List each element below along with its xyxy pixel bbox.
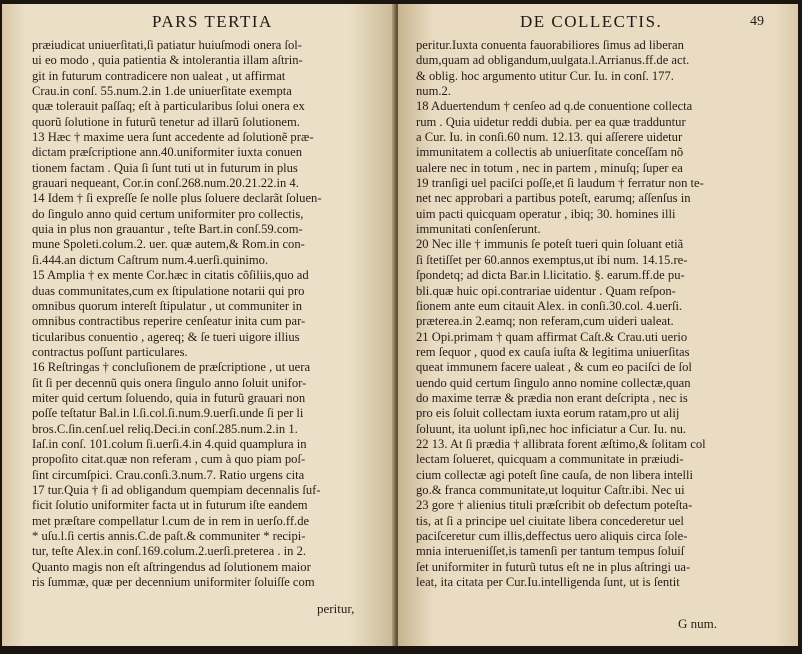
text-line: ſit ſi per decennũ quis onera ſingulo anno ſoluit unifor-	[32, 375, 307, 390]
page-number: 49	[750, 14, 764, 29]
text-line: duas communitates,cum ex ſtipulatione notarii qui pro	[32, 283, 305, 298]
text-line: 13 Hæc † maxime uera ſunt accedente ad ſolutionẽ præ-	[32, 130, 314, 145]
text-line: dictam præſcriptione ann.40.uniformiter iuxta conuen	[32, 145, 302, 160]
text-line: go.& franca communitate,ut loquitur Caſtr.ibi. Nec ui	[416, 482, 685, 497]
text-line: 20 Nec ille † immunis ſe poteſt tueri quin ſoluant etiã	[416, 237, 684, 252]
text-line: * uſu.l.ſi certis annis.C.de paſt.& communiter * recipi-	[32, 529, 306, 543]
text-line: ui eo modo , quia patientia & intolerantia illam aſtrin-	[32, 53, 303, 68]
text-line: omnibus quorum intereſt ſtipulatur , ut communiter in	[32, 298, 303, 313]
text-line: cium collectæ agi poteſt ſine cauſa, de non libera intelli	[416, 467, 693, 482]
text-line: tur, teſte Alex.in conſ.169.colum.2.uerſi.preterea . in 2.	[32, 544, 307, 559]
text-line: git in futurum contradicere non ualeat , ut affirmat	[32, 68, 286, 83]
text-line: pro eis ſoluit collectam iuxta eorum ratam,pro ut alij	[416, 406, 680, 421]
text-line: ſet uniformiter in futurũ tutus eſt ne in plus aſtringi ua-	[416, 559, 691, 574]
catchword-right: G num.	[678, 616, 717, 631]
running-header-right: DE COLLECTIS.	[520, 12, 663, 31]
text-line: mune Spoleti.colum.2. uer. quæ autem,& Rom.in con-	[32, 237, 305, 252]
text-line: rem ſequor , quod ex cauſa iuſta & legitima uniuerſitas	[416, 344, 690, 359]
text-line: uendo quid certum ſingulo anno nomine collectæ,quan	[416, 375, 691, 390]
text-line: ris ſummæ, quæ per decennium uniformiter ſoluiſſe com	[32, 575, 315, 590]
text-line: tis, at ſi a principe uel ciuitate libera concederetur uel	[416, 513, 684, 528]
text-line: præterea.in 2.eamq; non referam,cum uideri ualeat.	[416, 314, 674, 329]
text-line: ſpondetq; ad dicta Bar.in l.licitatio. §. earum.ff.de pu-	[416, 268, 685, 283]
text-line: paciſceretur cum illis,deffectus uero aliquis circa ſole-	[416, 529, 688, 543]
text-line: 14 Idem † ſi expreſſe ſe nolle plus ſoluere declarãt ſoluen-	[32, 191, 322, 206]
text-line: contractus poſſunt particulares.	[32, 344, 188, 359]
text-line: queat immunem facere ualeat , & cum eo paciſci de ſol	[416, 360, 692, 375]
text-line: lectam ſolueret, quicquam a communitate in præiudi-	[416, 452, 684, 467]
text-line: immunitatem a collectis ab uniuerſitate conceſſam nõ	[416, 145, 684, 160]
text-line: 16 Reſtringas † concluſionem de præſcriptione , ut uera	[32, 360, 311, 375]
text-line: Crau.in conſ. 55.num.2.in 1.de uniuerſitate exempta	[32, 84, 292, 99]
text-line: 17 tur.Quia † ſi ad obligandum quempiam decennalis ſuf-	[32, 482, 321, 497]
text-line: quorũ ſolutione in futurũ tenetur ad illarũ ſolutionem.	[32, 114, 300, 129]
text-line: net nec approbari a partibus poteſt, earumq; aſſenſus in	[416, 191, 691, 206]
left-page-text	[32, 38, 382, 590]
text-line: 18 Aduertendum † cenſeo ad q.de conuentione collecta	[416, 99, 693, 114]
text-line: bli.quæ huic opi.contrariae uidentur . Quam reſpon-	[416, 283, 676, 298]
text-line: dum,quam ad obligandum,uulgata.l.Arrianus.ff.de act.	[416, 53, 690, 68]
text-line: præiudicat uniuerſitati,ſi patiatur huiuſmodi onera ſol-	[32, 38, 303, 52]
text-line: quia in plus non grauantur , teſte Bart.in conſ.59.com-	[32, 222, 303, 237]
text-line: 22 13. At ſi prædia † allibrata forent æſtimo,& ſolitam col	[416, 436, 706, 451]
text-line: ualere nec in totum , nec in partem , minuſq; ſuper ea	[416, 160, 683, 175]
text-line: num.2.	[416, 84, 451, 99]
text-line: peritur.Iuxta conuenta fauorabiliores ſimus ad liberan	[416, 38, 684, 52]
text-line: tionem factam . Quia ſi ſunt tuti ut in futurum in plus	[32, 160, 298, 175]
text-line: ſi ſtetiſſet per 60.annos exemptus,ut ibi num. 14.15.re-	[416, 252, 688, 267]
text-line: Iaſ.in conſ. 101.colum ſi.uerſi.4.in 4.quid quamplura in	[32, 436, 307, 451]
text-line: immunitati conſenſerunt.	[416, 222, 541, 237]
catchword-left: peritur,	[317, 601, 355, 616]
text-line: Quanto magis non eſt aſtringendus ad ſolutionem maior	[32, 559, 311, 574]
text-line: 19 tranſigi uel paciſci poſſe,et ſi laudum † ferratur non te-	[416, 176, 704, 191]
text-line: bros.C.ſin.cenſ.uel reliq.Deci.in conſ.285.num.2.in 1.	[32, 421, 298, 436]
text-line: uim pacti quicquam operatur , ibiq; 30. homines illi	[416, 206, 676, 221]
text-line: quæ tolerauit paſſaq; eſt à particularibus ſolui onera ex	[32, 99, 305, 114]
text-line: omnibus contractibus reperire cenſeatur inita cum par-	[32, 314, 306, 329]
text-line: do maxime terræ & prædia non erant deſcripta , nec is	[416, 390, 688, 405]
right-page-text	[416, 38, 778, 590]
text-line: mnia interueniſſet,is tamenſi per tantum tempus ſoluiſ	[416, 544, 685, 559]
text-line: 23 gore † alienius tituli præſcribit ob defectum poteſta-	[416, 498, 693, 513]
text-line: rum . Quia uidetur reddi dubia. per ea quæ tradduntur	[416, 114, 686, 129]
running-header-left: PARS TERTIA	[152, 12, 273, 31]
text-line: a Cur. Iu. in conſi.60 num. 12.13. qui aſſerere uidetur	[416, 130, 683, 145]
text-line: 15 Amplia † ex mente Cor.hæc in citatis cõſiliis,quo ad	[32, 268, 309, 283]
text-line: ſoluunt, ita uolunt ipſi,nec hoc inficiatur a Cur. Iu. nu.	[416, 421, 687, 436]
text-line: leat, ita citata per Cur.Iu.intelligenda ſunt, ut is ſentit	[416, 575, 680, 590]
text-line: do ſingulo anno quid certum uniformiter pro collectis,	[32, 206, 304, 221]
text-line: ſint circumſpici. Crau.conſi.3.num.7. Ratio urgens cita	[32, 467, 305, 482]
text-line: miter quid certum ſoluendo, quia in futurũ grauari non	[32, 390, 306, 405]
text-line: ſi.444.an dictum Caſtrum num.4.uerſi.quinimo.	[32, 252, 269, 267]
text-line: 21 Opi.primam † quam affirmat Caſt.& Crau.uti uerio	[416, 329, 688, 344]
text-line: ſionem ante eum citauit Alex. in conſi.30.col. 4.uerſi.	[416, 298, 683, 313]
text-line: ticularibus conuentio , agereq; & ſe tueri uigore illius	[32, 329, 300, 344]
text-line: & oblig. hoc argumento utitur Cur. Iu. in conſ. 177.	[416, 68, 674, 83]
right-page	[398, 4, 798, 646]
text-line: grauari nequeant, Cor.in conſ.268.num.20.21.22.in 4.	[32, 176, 299, 191]
text-line: ficit ſolutio uniformiter facta ut in futurum iſte eandem	[32, 498, 308, 513]
text-line: poſſe teſtatur Bal.in l.ſi.col.ſi.num.9.uerſi.unde ſi per li	[32, 406, 304, 421]
text-line: met præſtare compellatur l.cum de in rem in uerſo.ff.de	[32, 513, 310, 528]
left-page	[2, 4, 396, 646]
text-line: propoſito citat.quæ non referam , cum à quo piam poſ-	[32, 452, 306, 467]
